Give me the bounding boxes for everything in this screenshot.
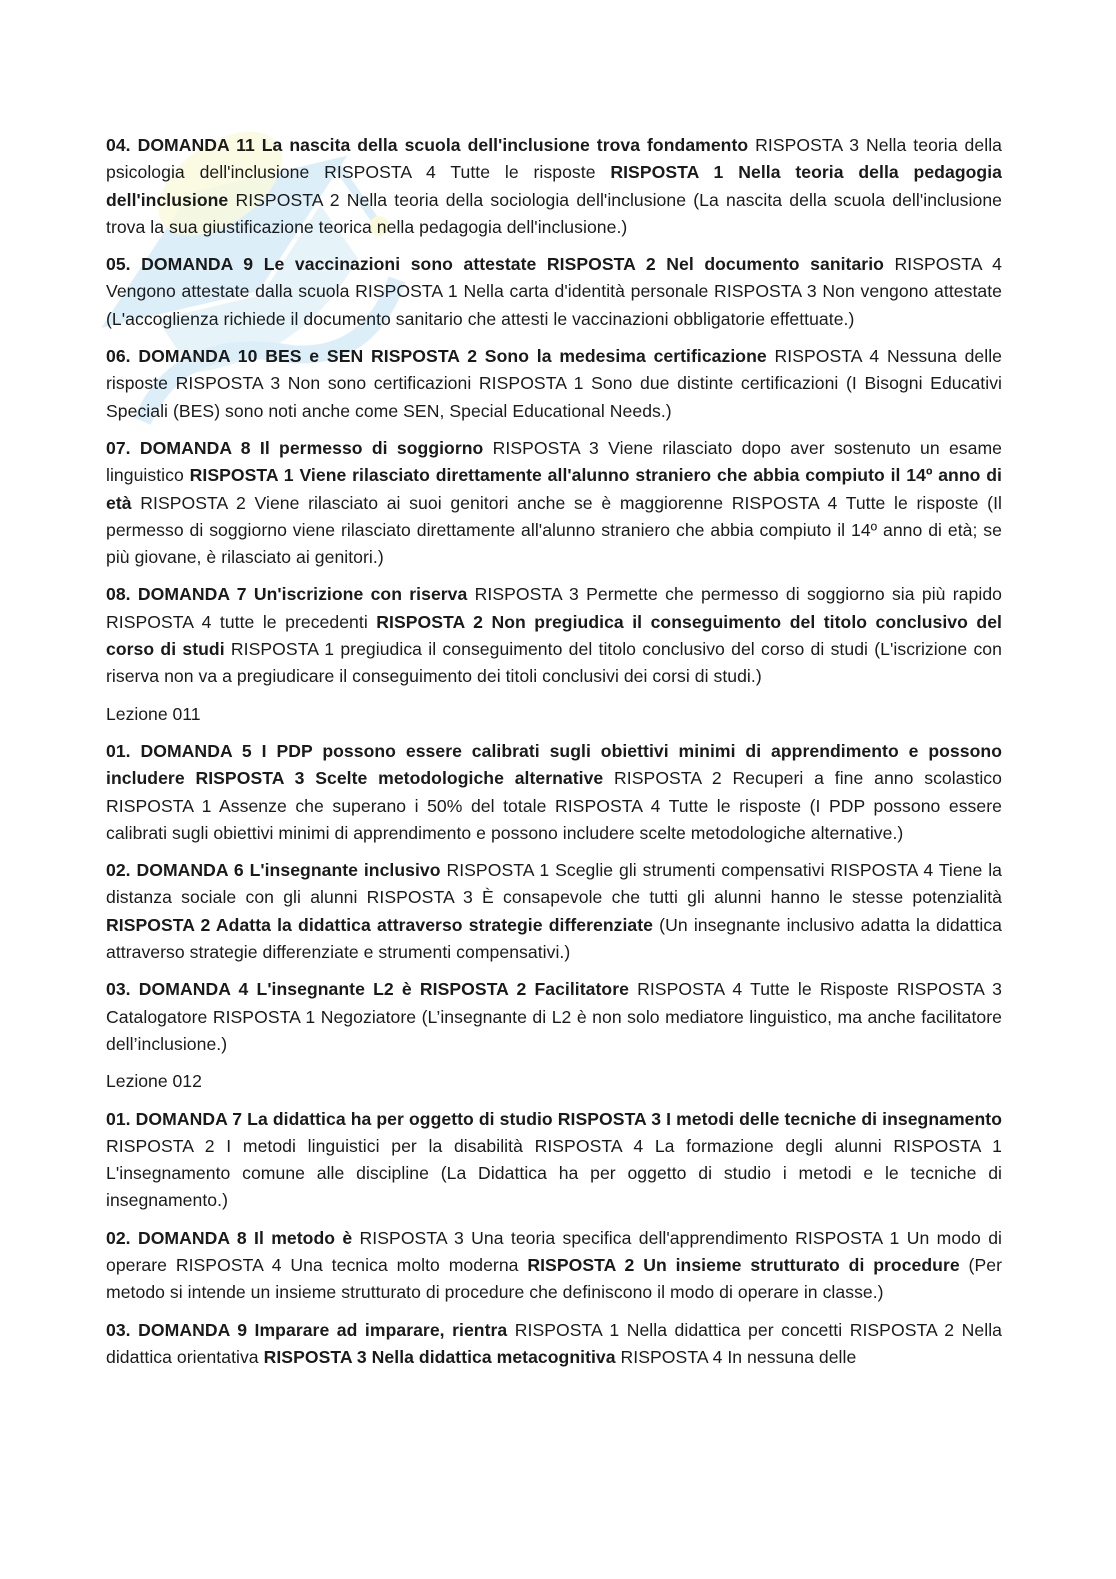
question-paragraph	[106, 435, 1002, 571]
text-segment: RISPOSTA 2 Nella teoria della sociologia dell'inclusione (La nascita della scuola dell'inclusione trova la sua giustificazione teorica nella pedagogia dell'inclusione.)	[106, 189, 1002, 237]
text-segment: RISPOSTA 2 I metodi linguistici per la disabilità RISPOSTA 4 La formazione degli alunni RISPOSTA 1 L'insegnamento comune alle discipline (La Didattica ha per oggetto di studio i metodi e le tecniche di insegnamento.)	[106, 1135, 1002, 1211]
bold-text-segment: 03. DOMANDA 9 Imparare ad imparare, rientra	[106, 1319, 508, 1340]
text-segment: RISPOSTA 1 Sceglie gli strumenti compensativi RISPOSTA 4 Tiene la distanza sociale con gli alunni RISPOSTA 3 È consapevole che tutti gli alunni hanno le stesse potenzialità	[106, 860, 1002, 908]
bold-text-segment: 01. DOMANDA 7 La didattica ha per oggetto di studio RISPOSTA 3 I metodi delle tecniche di insegnamento	[106, 1108, 1002, 1129]
question-paragraph	[106, 581, 1002, 690]
bold-text-segment: RISPOSTA 3 Nella didattica metacognitiva	[263, 1346, 616, 1367]
bold-text-segment: 06. DOMANDA 10 BES e SEN RISPOSTA 2 Sono la medesima certificazione	[106, 346, 767, 367]
text-segment: RISPOSTA 1 Nella didattica per concetti RISPOSTA 2 Nella didattica orientativa	[106, 1319, 1002, 1367]
question-paragraph	[106, 1225, 1002, 1307]
text-segment: RISPOSTA 1 pregiudica il conseguimento del titolo conclusivo del corso di studi (L'iscrizione con riserva non va a pregiudicare il conseguimento dei titoli conclusivi dei corsi di studi.)	[106, 639, 1002, 687]
text-segment: RISPOSTA 3 Permette che permesso di soggiorno sia più rapido RISPOSTA 4 tutte le precedenti	[106, 584, 1002, 632]
text-segment: (Per metodo si intende un insieme strutturato di procedure che definiscono il modo di operare in classe.)	[106, 1254, 1002, 1303]
text-segment: RISPOSTA 2 Viene rilasciato ai suoi genitori anche se è maggiorenne RISPOSTA 4 Tutte le risposte (Il permesso di soggiorno viene rilasciato direttamente all'alunno straniero che abbia compiuto il 14º anno di età; se più giovane, è rilasciato ai genitori.)	[106, 492, 1002, 568]
bold-text-segment: RISPOSTA 2 Adatta la didattica attraverso strategie differenziate	[106, 914, 653, 935]
bold-text-segment: 02. DOMANDA 6 L'insegnante inclusivo	[106, 860, 441, 881]
question-paragraph	[106, 132, 1002, 241]
text-segment: RISPOSTA 3 Viene rilasciato dopo aver sostenuto un esame linguistico	[106, 437, 1002, 486]
question-paragraph	[106, 343, 1002, 425]
question-paragraph	[106, 857, 1002, 966]
question-paragraph	[106, 976, 1002, 1058]
text-segment: RISPOSTA 4 In nessuna delle	[615, 1346, 857, 1367]
text-segment: RISPOSTA 3 Nella teoria della psicologia dell'inclusione RISPOSTA 4 Tutte le risposte	[106, 135, 1002, 183]
document-page	[106, 132, 1002, 1381]
question-paragraph	[106, 1317, 1002, 1372]
text-segment: RISPOSTA 4 Nessuna delle risposte RISPOSTA 3 Non sono certificazioni RISPOSTA 1 Sono due distinte certificazioni (I Bisogni Educativi Speciali (BES) sono noti anche come SEN, Special Educational Needs.)	[106, 346, 1002, 421]
text-segment: RISPOSTA 4 Tutte le Risposte RISPOSTA 3 Catalogatore RISPOSTA 1 Negoziatore (L’insegnante di L2 è non solo mediatore linguistico, ma anche facilitatore dell’inclusione.)	[106, 979, 1002, 1054]
lesson-heading: Lezione 012	[106, 1071, 202, 1092]
bold-text-segment: RISPOSTA 1 Viene rilasciato direttamente all'alunno straniero che abbia compiuto il 14º anno di età	[106, 465, 1002, 513]
text-segment: RISPOSTA 4 Vengono attestate dalla scuola RISPOSTA 1 Nella carta d'identità personale RISPOSTA 3 Non vengono attestate (L'accoglienza richiede il documento sanitario che attesti le vaccinazioni obbligatorie effettuate.)	[106, 254, 1002, 329]
bold-text-segment: RISPOSTA 2 Un insieme strutturato di procedure	[527, 1254, 960, 1275]
bold-text-segment: RISPOSTA 2 Non pregiudica il conseguimento del titolo conclusivo del corso di studi	[106, 611, 1002, 660]
question-paragraph	[106, 251, 1002, 333]
bold-text-segment: 08. DOMANDA 7 Un'iscrizione con riserva	[106, 584, 468, 605]
text-segment: (Un insegnante inclusivo adatta la didattica attraverso strategie differenziate e strumenti compensativi.)	[106, 914, 1003, 963]
bold-text-segment: 01. DOMANDA 5 I PDP possono essere calibrati sugli obiettivi minimi di apprendimento e possono includere RISPOSTA 3 Scelte metodologiche alternative	[106, 740, 1002, 789]
text-segment: RISPOSTA 3 Una teoria specifica dell'apprendimento RISPOSTA 1 Un modo di operare RISPOSTA 4 Una tecnica molto moderna	[106, 1227, 1002, 1275]
question-paragraph	[106, 738, 1002, 847]
bold-text-segment: RISPOSTA 1 Nella teoria della pedagogia dell'inclusione	[106, 162, 1002, 210]
text-segment: RISPOSTA 2 Recuperi a fine anno scolastico RISPOSTA 1 Assenze che superano i 50% del totale RISPOSTA 4 Tutte le risposte (I PDP possono essere calibrati sugli obiettivi minimi di apprendimento e possono includere scelte metodologiche alternative.)	[106, 768, 1002, 843]
bold-text-segment: 03. DOMANDA 4 L'insegnante L2 è RISPOSTA 2 Facilitatore	[106, 979, 629, 1000]
question-paragraph	[106, 1106, 1002, 1215]
bold-text-segment: 02. DOMANDA 8 Il metodo è	[106, 1227, 353, 1248]
bold-text-segment: 04. DOMANDA 11 La nascita della scuola dell'inclusione trova fondamento	[106, 135, 749, 155]
bold-text-segment: 05. DOMANDA 9 Le vaccinazioni sono attestate RISPOSTA 2 Nel documento sanitario	[106, 254, 884, 275]
lesson-heading: Lezione 011	[106, 703, 201, 724]
bold-text-segment: 07. DOMANDA 8 Il permesso di soggiorno	[106, 437, 484, 458]
